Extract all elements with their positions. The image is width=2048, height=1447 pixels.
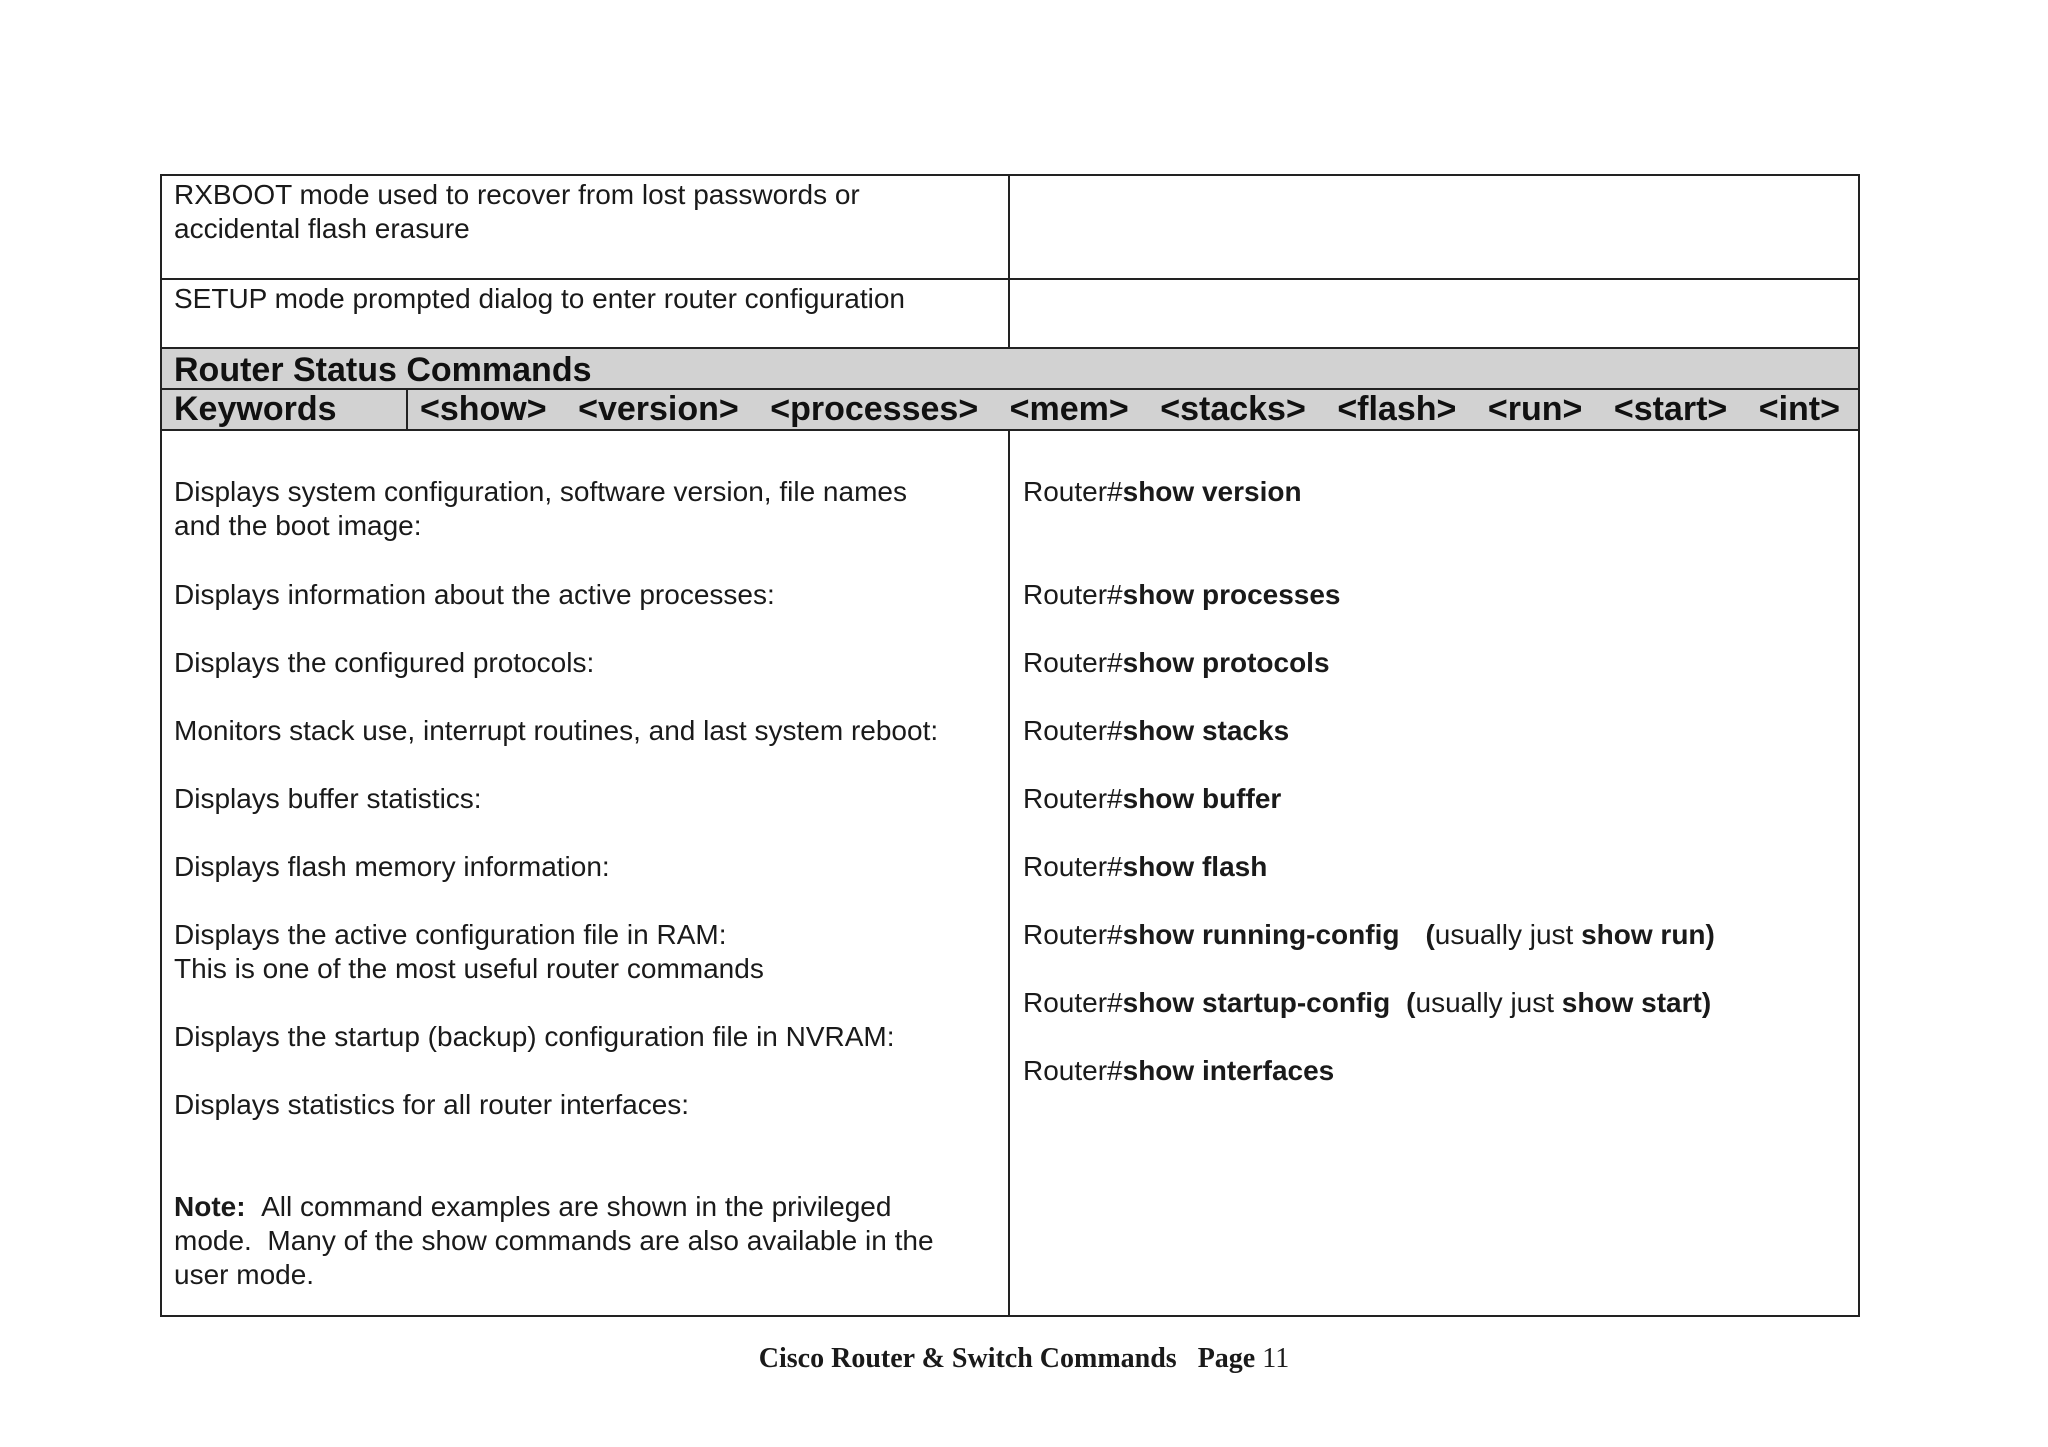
keyword: <processes> bbox=[770, 390, 979, 428]
prompt: Router# bbox=[1023, 715, 1123, 746]
command: show startup-config bbox=[1122, 987, 1391, 1018]
rxboot-text-line2: accidental flash erasure bbox=[174, 213, 470, 244]
keyword: <version> bbox=[578, 390, 739, 428]
prompt: Router# bbox=[1023, 987, 1123, 1018]
command-line bbox=[1023, 646, 1330, 680]
description-text: This is one of the most useful router commands bbox=[174, 953, 764, 984]
keyword: <run> bbox=[1487, 390, 1583, 428]
keyword: <flash> bbox=[1337, 390, 1457, 428]
description-text: Displays information about the active processes: bbox=[174, 579, 775, 610]
rxboot-text: RXBOOT mode used to recover from lost passwords or bbox=[174, 179, 860, 210]
keyword: <start> bbox=[1613, 390, 1728, 428]
description-text: and the boot image: bbox=[174, 510, 422, 541]
paren: ( bbox=[1406, 987, 1416, 1018]
command: show interfaces bbox=[1122, 1055, 1335, 1086]
setup-text: SETUP mode prompted dialog to enter router configuration bbox=[174, 283, 906, 314]
description-cell bbox=[162, 176, 1010, 278]
prompt: Router# bbox=[1023, 1055, 1123, 1086]
keywords-list bbox=[408, 390, 1858, 429]
command-line bbox=[1023, 475, 1302, 509]
note-label: Note: bbox=[174, 1191, 246, 1222]
section-title: Router Status Commands bbox=[174, 351, 592, 389]
table-row bbox=[162, 176, 1858, 280]
command: show buffer bbox=[1122, 783, 1282, 814]
command-table bbox=[160, 174, 1860, 1317]
footer-page-number: 11 bbox=[1262, 1343, 1290, 1374]
footer-page-label: Page bbox=[1197, 1343, 1256, 1374]
command-line bbox=[1023, 986, 1711, 1020]
command: show protocols bbox=[1122, 647, 1330, 678]
command: show flash bbox=[1122, 851, 1268, 882]
command-note: usually just bbox=[1434, 919, 1582, 950]
description-text: Displays buffer statistics: bbox=[174, 783, 482, 814]
keywords-label: Keywords bbox=[162, 390, 408, 429]
note-line: user mode. bbox=[174, 1259, 315, 1290]
prompt: Router# bbox=[1023, 579, 1123, 610]
prompt: Router# bbox=[1023, 476, 1123, 507]
prompt: Router# bbox=[1023, 919, 1123, 950]
table-row bbox=[162, 280, 1858, 349]
description-text: Displays the startup (backup) configuration file in NVRAM: bbox=[174, 1021, 895, 1052]
command-cell bbox=[1010, 280, 1858, 347]
section-header-row bbox=[162, 349, 1858, 390]
keyword: <show> bbox=[420, 390, 547, 428]
paren: ( bbox=[1425, 919, 1435, 950]
description-cell bbox=[162, 280, 1010, 347]
keywords-row bbox=[162, 390, 1858, 431]
command: show version bbox=[1122, 476, 1302, 507]
keyword: <mem> bbox=[1009, 390, 1129, 428]
table-row bbox=[162, 431, 1858, 1315]
command-cell bbox=[1010, 176, 1858, 278]
prompt: Router# bbox=[1023, 851, 1123, 882]
command-short: show run) bbox=[1581, 919, 1715, 950]
prompt: Router# bbox=[1023, 783, 1123, 814]
command-line bbox=[1023, 578, 1341, 612]
command: show stacks bbox=[1122, 715, 1290, 746]
description-text: Displays system configuration, software version, file names bbox=[174, 476, 907, 507]
note-line bbox=[174, 1190, 891, 1224]
description-text: Displays the active configuration file in RAM: bbox=[174, 919, 727, 950]
command-line bbox=[1023, 714, 1289, 748]
description-text: Displays the configured protocols: bbox=[174, 647, 595, 678]
command-line bbox=[1023, 918, 1715, 952]
note-line: mode. Many of the show commands are also available in the bbox=[174, 1225, 934, 1256]
command-short: show start) bbox=[1561, 987, 1712, 1018]
command-line bbox=[1023, 782, 1281, 816]
commands-cell bbox=[1010, 431, 1858, 1315]
footer-title: Cisco Router & Switch Commands bbox=[758, 1343, 1177, 1374]
command-line bbox=[1023, 850, 1267, 884]
descriptions-cell bbox=[162, 431, 1010, 1315]
command-note: usually just bbox=[1415, 987, 1562, 1018]
prompt: Router# bbox=[1023, 647, 1123, 678]
command: show running-config bbox=[1122, 919, 1400, 950]
command: show processes bbox=[1122, 579, 1341, 610]
description-text: Monitors stack use, interrupt routines, and last system reboot: bbox=[174, 715, 939, 746]
description-text: Displays statistics for all router interfaces: bbox=[174, 1089, 690, 1120]
keyword: <stacks> bbox=[1160, 390, 1306, 428]
page-footer bbox=[0, 1343, 2048, 1375]
keyword: <int> bbox=[1758, 390, 1840, 428]
note-text: All command examples are shown in the privileged bbox=[261, 1191, 892, 1222]
description-text: Displays flash memory information: bbox=[174, 851, 610, 882]
command-line bbox=[1023, 1054, 1334, 1088]
